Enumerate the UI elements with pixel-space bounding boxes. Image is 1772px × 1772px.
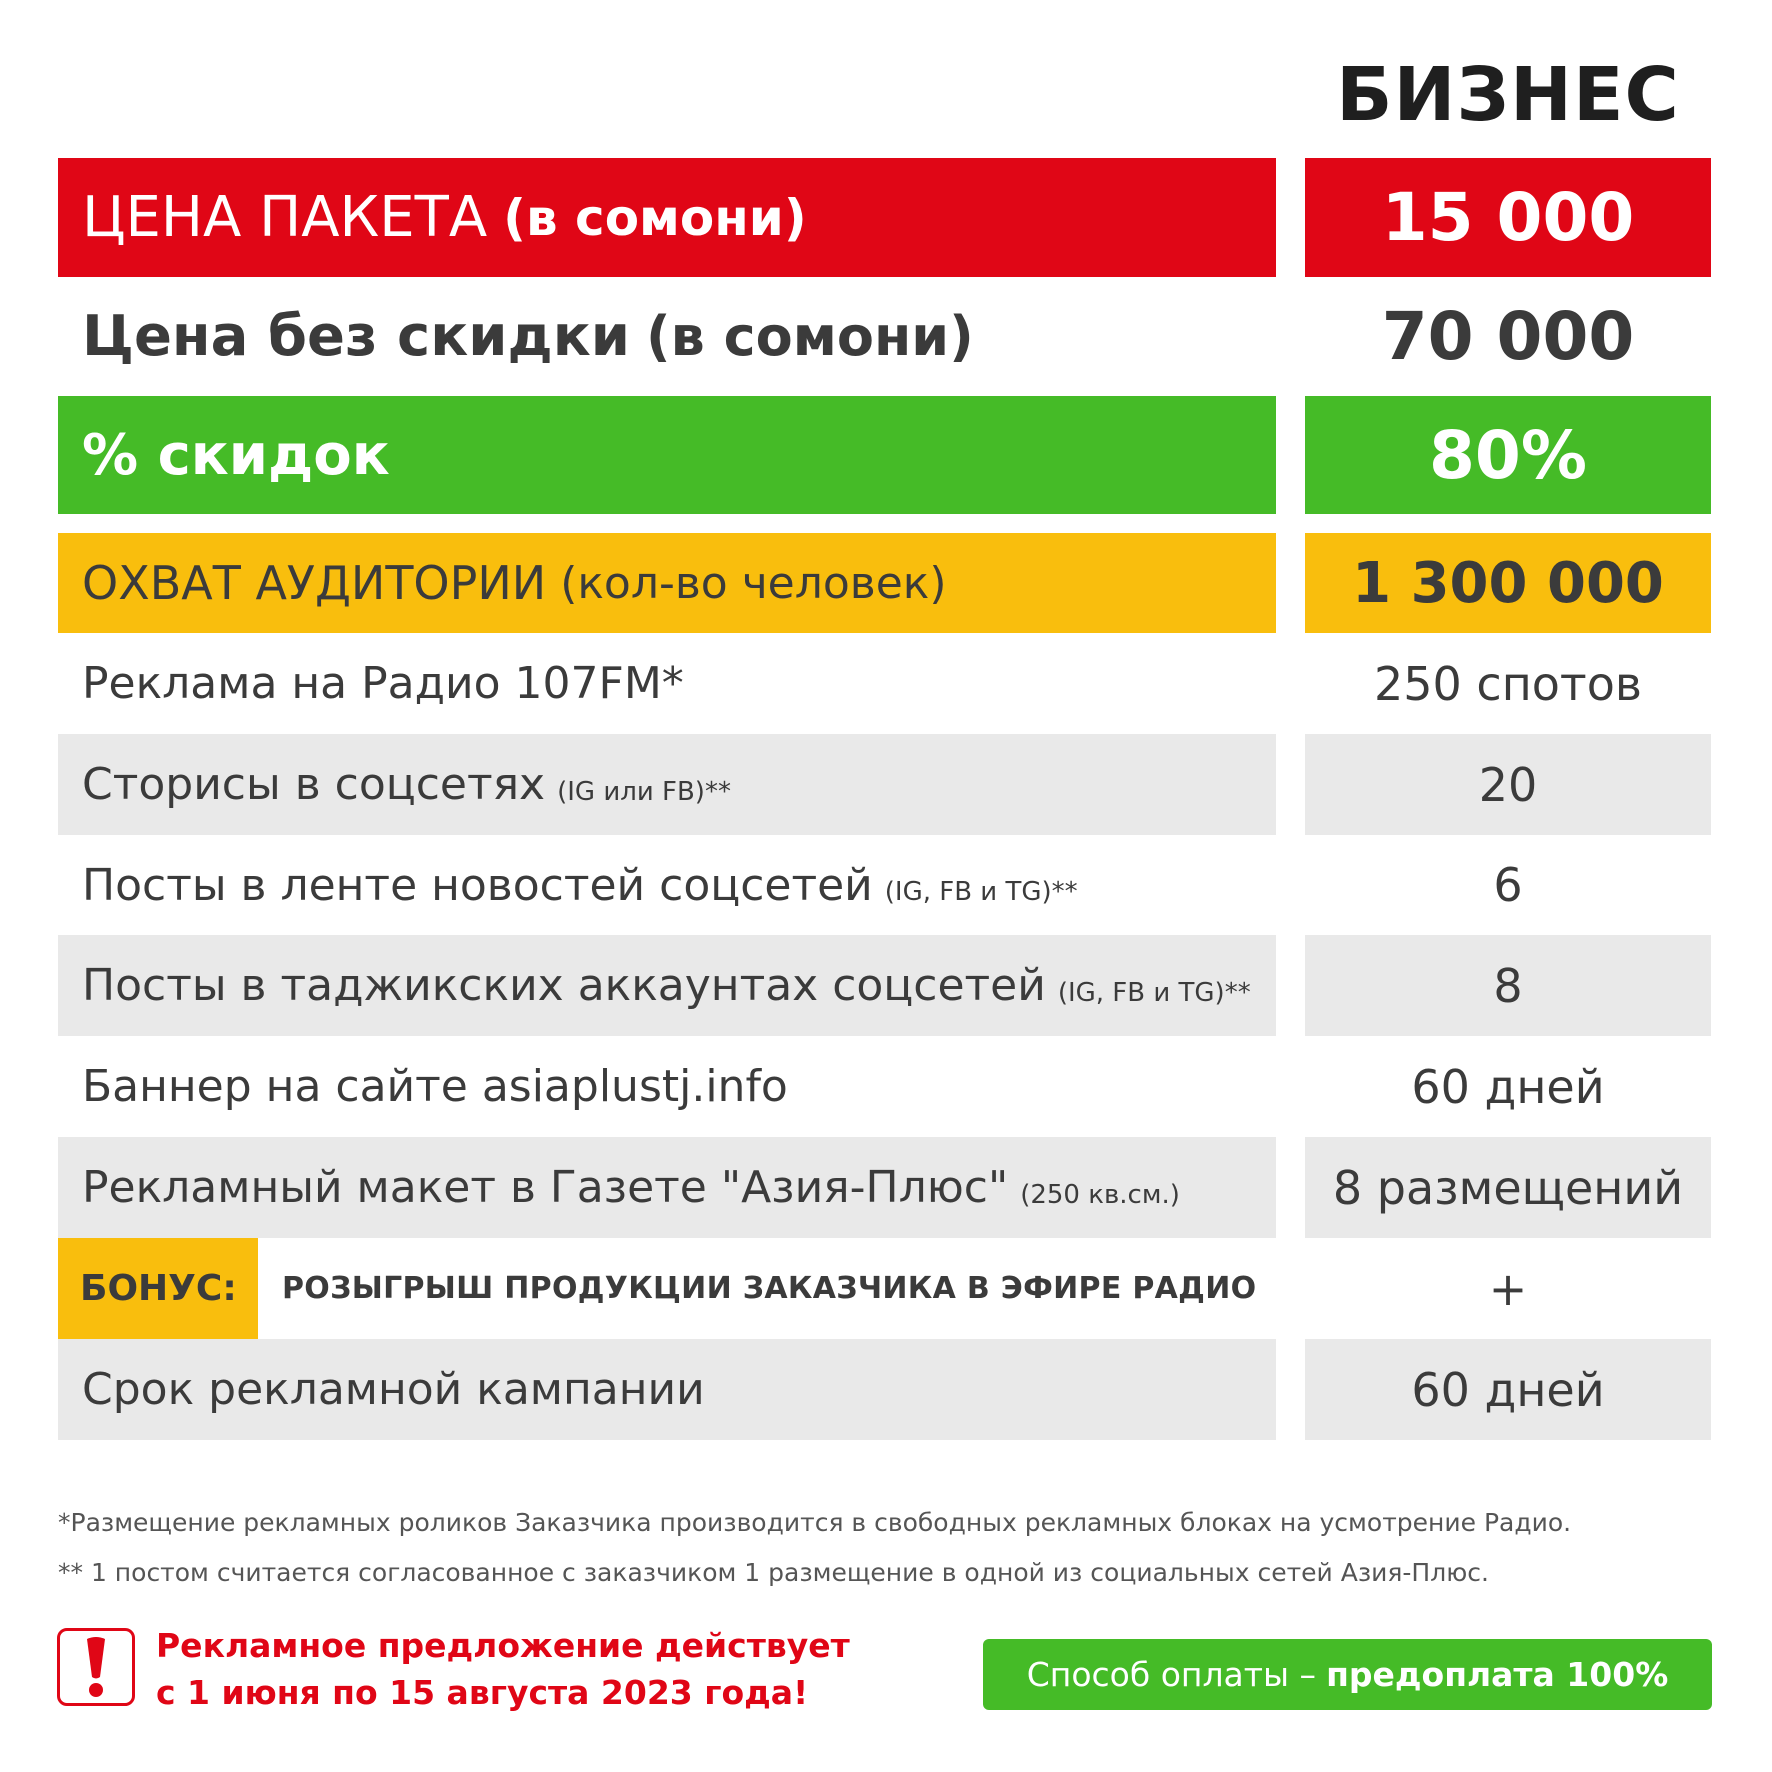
campaign-term-label: Срок рекламной кампании [82, 1364, 705, 1415]
service-value-cell [1305, 1036, 1711, 1137]
offer-validity-line1: Рекламное предложение действует [156, 1626, 850, 1665]
service-label: Посты в ленте новостей соцсетей [82, 859, 873, 911]
full-price-value: 70 000 [1381, 298, 1635, 375]
discount-label: % скидок [82, 422, 390, 488]
discount-value: 80% [1429, 416, 1587, 494]
service-row-stories [58, 734, 1276, 835]
reach-label-cell [58, 533, 1276, 633]
service-value: 8 размещений [1332, 1160, 1684, 1215]
campaign-term-row [58, 1339, 1276, 1440]
service-value-cell [1305, 1137, 1711, 1238]
service-label: Сторисы в соцсетях [82, 759, 546, 810]
payment-method-badge [983, 1639, 1712, 1710]
bonus-text: РОЗЫГРЫШ ПРОДУКЦИИ ЗАКАЗЧИКА В ЭФИРЕ РАДИО [282, 1271, 1257, 1306]
service-row-feed-posts [58, 835, 1276, 935]
service-value: 20 [1478, 757, 1538, 812]
offer-validity-line2: с 1 июня по 15 августа 2023 года! [156, 1673, 809, 1712]
service-label: Рекламный макет в Газете "Азия-Плюс" [82, 1162, 1009, 1213]
service-note: (250 кв.см.) [1020, 1179, 1180, 1210]
package-price-value: 15 000 [1381, 179, 1635, 256]
service-value: 250 спотов [1374, 656, 1642, 711]
exclamation-glyph [81, 1635, 111, 1699]
service-note: (IG, FB и TG)** [1057, 977, 1251, 1008]
full-price-note: (в сомони) [645, 305, 974, 368]
service-note: (IG или FB)** [557, 776, 731, 807]
service-value-cell [1305, 734, 1711, 835]
service-note: (IG, FB и TG)** [884, 877, 1078, 907]
payment-method-value: предоплата 100% [1326, 1655, 1669, 1694]
service-row-newspaper [58, 1137, 1276, 1238]
full-price-value-cell [1305, 277, 1711, 396]
reach-value: 1 300 000 [1352, 550, 1664, 616]
service-label: Реклама на Радио 107FM* [82, 658, 684, 709]
service-row-radio [58, 633, 1276, 734]
payment-method-label: Способ оплаты – [1026, 1655, 1317, 1694]
service-value-cell [1305, 633, 1711, 734]
exclamation-icon [57, 1628, 135, 1706]
bonus-value: + [1488, 1261, 1528, 1316]
campaign-term-value-cell [1305, 1339, 1711, 1440]
package-price-label: ЦЕНА ПАКЕТА [82, 185, 488, 250]
bonus-tag: БОНУС: [58, 1238, 258, 1339]
bonus-value-cell [1305, 1238, 1711, 1339]
service-value-cell [1305, 835, 1711, 935]
package-price-label-cell [58, 158, 1276, 277]
service-label: Баннер на сайте asiaplustj.info [82, 1061, 788, 1112]
package-title: БИЗНЕС [1336, 52, 1680, 138]
footnote-2: ** 1 постом считается согласованное с заказчиком 1 размещение в одной из социальных сетей Азия-Плюс. [58, 1558, 1489, 1587]
offer-validity-notice [156, 1622, 850, 1716]
service-value: 6 [1493, 858, 1523, 912]
reach-label: ОХВАТ АУДИТОРИИ [82, 556, 547, 610]
footnote-1: *Размещение рекламных роликов Заказчика производится в свободных рекламных блоках на усмотрение Радио. [58, 1508, 1572, 1537]
service-row-banner [58, 1036, 1276, 1137]
discount-label-cell [58, 396, 1276, 514]
full-price-label: Цена без скидки [82, 304, 630, 369]
discount-value-cell [1305, 396, 1711, 514]
service-label: Посты в таджикских аккаунтах соцсетей [82, 960, 1046, 1011]
service-row-tajik-posts [58, 935, 1276, 1036]
package-price-note: (в сомони) [503, 188, 807, 247]
package-price-value-cell [1305, 158, 1711, 277]
campaign-term-value: 60 дней [1411, 1362, 1605, 1417]
reach-note: (кол-во человек) [560, 557, 947, 609]
service-value: 8 [1493, 958, 1523, 1013]
service-value-cell [1305, 935, 1711, 1036]
service-value: 60 дней [1411, 1059, 1605, 1114]
reach-value-cell [1305, 533, 1711, 633]
full-price-label-cell [58, 277, 1276, 396]
